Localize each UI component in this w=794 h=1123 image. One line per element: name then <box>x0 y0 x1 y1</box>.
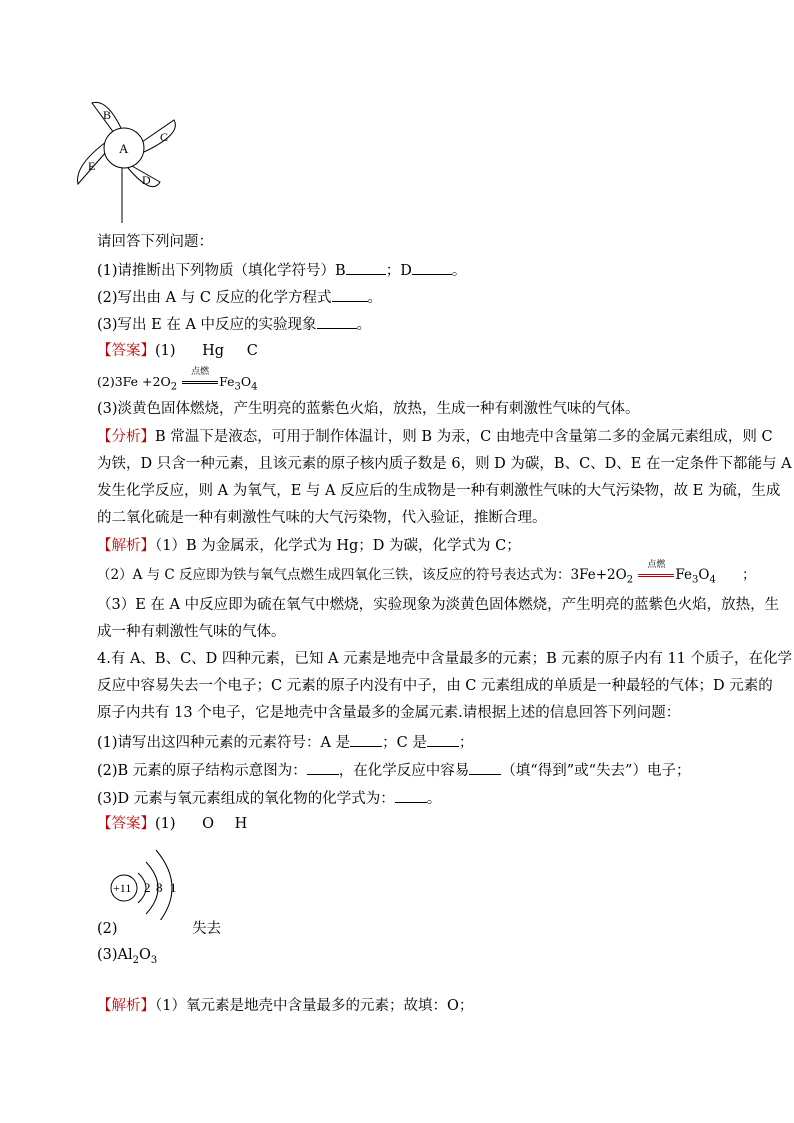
explain-tag: 【解析】 <box>97 538 155 554</box>
q4-answer2 <box>97 920 221 938</box>
q3-sub2-end: 。 <box>367 290 383 306</box>
q3-sub3-prefix: (3)写出 E 在 A 中反应的实验现象 <box>97 317 317 333</box>
q4-stem-line3: 原子内共有 13 个电子，它是地壳中含量最多的金属元素.请根据上述的信息回答下列问题： <box>97 705 681 721</box>
atom-structure-diagram <box>104 840 204 920</box>
answer3-prefix: (3)Al <box>97 947 133 963</box>
answer3-sub1: 2 <box>132 954 140 966</box>
q4-sub1-end: ； <box>458 735 474 751</box>
shell-electrons-2: 8 <box>156 880 163 895</box>
petal-label-d: D <box>142 173 151 187</box>
q4-stem-line1: 4.有 A、B、C、D 四种元素，已知 A 元素是地壳中含量最多的元素；B 元素的原子内有 11 个质子，在化学 <box>97 651 793 667</box>
reaction-arrow <box>637 560 675 584</box>
q4-sub3 <box>97 788 441 808</box>
answer2-left: 3Fe +2O <box>114 374 171 389</box>
answer-blank <box>317 314 357 329</box>
q3-answer3: (3)淡黄色固体燃烧，产生明亮的蓝紫色火焰，放热，生成一种有刺激性气味的气体。 <box>97 401 640 417</box>
answer2-o: O <box>240 374 252 389</box>
explain-tag: 【解析】 <box>97 998 155 1014</box>
answer3-o: O <box>139 947 151 963</box>
answer-blank <box>346 260 386 275</box>
q3-sub3-end: 。 <box>356 317 372 333</box>
answer-blank <box>307 760 339 775</box>
q3-sub1-mid: ；D <box>385 263 412 279</box>
q4-stem-line2: 反应中容易失去一个电子；C 元素的原子内没有中子，由 C 元素组成的单质是一种最轻的气体；D 元素的 <box>97 678 773 694</box>
q3-explain2 <box>97 560 756 590</box>
petal-label-c: C <box>160 130 169 144</box>
q3-analysis-line1 <box>97 428 773 446</box>
analysis-text: B 常温下是液态，可用于制作体温计，则 B 为汞，C 由地壳中含量第二多的金属元素组成，则 C <box>155 429 773 445</box>
q3-sub1 <box>97 260 466 280</box>
analysis-tag: 【分析】 <box>97 429 155 445</box>
q3-sub2-prefix: (2)写出由 A 与 C 反应的化学方程式 <box>97 290 332 306</box>
answer-tag: 【答案】 <box>97 343 155 359</box>
answer1-d: C <box>246 343 258 359</box>
explain2-sub2: 3 <box>692 574 699 586</box>
answer1-b: Hg <box>202 343 225 359</box>
explain2-sub: 2 <box>626 574 634 586</box>
answer3-sub2: 3 <box>150 954 158 966</box>
q4-sub3-prefix: (3)D 元素与氧元素组成的氧化物的化学式为： <box>97 791 395 807</box>
q4-answer3 <box>97 946 157 970</box>
answer2-sub: 2 <box>170 381 178 393</box>
q3-analysis-line4: 的二氧化硫是一种有刺激性气味的大气污染物，代入验证，推断合理。 <box>97 510 547 526</box>
q4-sub1-mid: ；C 是 <box>382 735 427 751</box>
center-label: A <box>119 141 129 156</box>
q3-sub3 <box>97 314 371 334</box>
q3-explain3-line2: 成一种有刺激性气味的气体。 <box>97 624 286 640</box>
answer2-sub2: 3 <box>234 381 241 393</box>
q4-sub3-end: 。 <box>426 791 442 807</box>
petal-label-e: E <box>88 159 96 173</box>
answer-tag: 【答案】 <box>97 816 155 832</box>
q4-explain1 <box>97 997 473 1015</box>
reaction-arrow <box>181 367 219 391</box>
petal-c <box>142 120 175 152</box>
q3-explain1 <box>97 537 521 555</box>
q3-sub1-end: 。 <box>451 263 467 279</box>
q3-explain3-line1: （3）E 在 A 中反应即为硫在氧气中燃烧，实验现象为淡黄色固体燃烧，产生明亮的蓝紫色火焰，放热，生 <box>97 597 780 613</box>
reaction-condition: 点燃 <box>191 367 210 377</box>
pinwheel-diagram <box>72 96 192 226</box>
answer2-num: (2) <box>97 374 115 389</box>
q3-analysis-line2: 为铁，D 只含一种元素，且该元素的原子核内质子数是 6，则 D 为碳，B、C、D、E 在一定条件下都能与 A <box>97 456 792 472</box>
answer-blank <box>427 732 459 747</box>
answer2-right: Fe <box>219 374 235 389</box>
explain1-text: （1）氧元素是地壳中含量最多的元素；故填：O； <box>155 998 474 1014</box>
answer1-c: H <box>234 816 248 832</box>
answer2-text: 失去 <box>192 921 222 937</box>
explain1-text: （1）B 为金属汞，化学式为 Hg；D 为碳，化学式为 C； <box>155 538 521 554</box>
answer2-sub3: 4 <box>251 381 258 393</box>
answer1-num: (1) <box>155 343 176 359</box>
answer2-num: (2) <box>97 921 118 937</box>
reaction-condition: 点燃 <box>647 560 666 570</box>
explain2-fe: Fe <box>675 567 693 583</box>
answer-blank <box>350 732 382 747</box>
q4-sub1-prefix: (1)请写出这四种元素的元素符号：A 是 <box>97 735 351 751</box>
q3-intro: 请回答下列问题： <box>97 234 213 250</box>
q3-sub2 <box>97 287 382 307</box>
q4-sub2-mid: ，在化学反应中容易 <box>338 763 470 779</box>
explain2-prefix: （2）A 与 C 反应即为铁与氧气点燃生成四氧化三铁，该反应的符号表达式为：3Fe+2O <box>97 567 627 583</box>
answer1-a: O <box>202 816 215 832</box>
q4-sub2 <box>97 760 690 780</box>
shell-electrons-3: 1 <box>170 880 177 895</box>
answer-blank <box>395 788 427 803</box>
q4-sub2-prefix: (2)B 元素的原子结构示意图为： <box>97 763 307 779</box>
nucleus-label: +11 <box>113 881 132 895</box>
explain2-sub3: 4 <box>709 574 716 586</box>
q4-sub2-end: （填“得到”或“失去”）电子； <box>501 763 691 779</box>
petal-label-b: B <box>103 108 112 122</box>
q3-answer1 <box>97 342 258 360</box>
q4-answer1 <box>97 815 247 833</box>
q3-answer2 <box>97 367 258 397</box>
explain2-o: O <box>698 567 710 583</box>
shell-electrons-1: 2 <box>144 880 151 895</box>
q3-sub1-prefix: (1)请推断出下列物质（填化学符号）B <box>97 263 346 279</box>
answer-blank <box>469 760 501 775</box>
explain2-end: ； <box>742 567 756 583</box>
q3-analysis-line3: 发生化学反应，则 A 为氧气，E 与 A 反应后的生成物是一种有刺激性气味的大气污染物，故 E 为硫，生成 <box>97 483 781 499</box>
answer-blank <box>332 287 368 302</box>
answer-blank <box>412 260 452 275</box>
answer1-num: (1) <box>155 816 176 832</box>
q4-sub1 <box>97 732 473 752</box>
